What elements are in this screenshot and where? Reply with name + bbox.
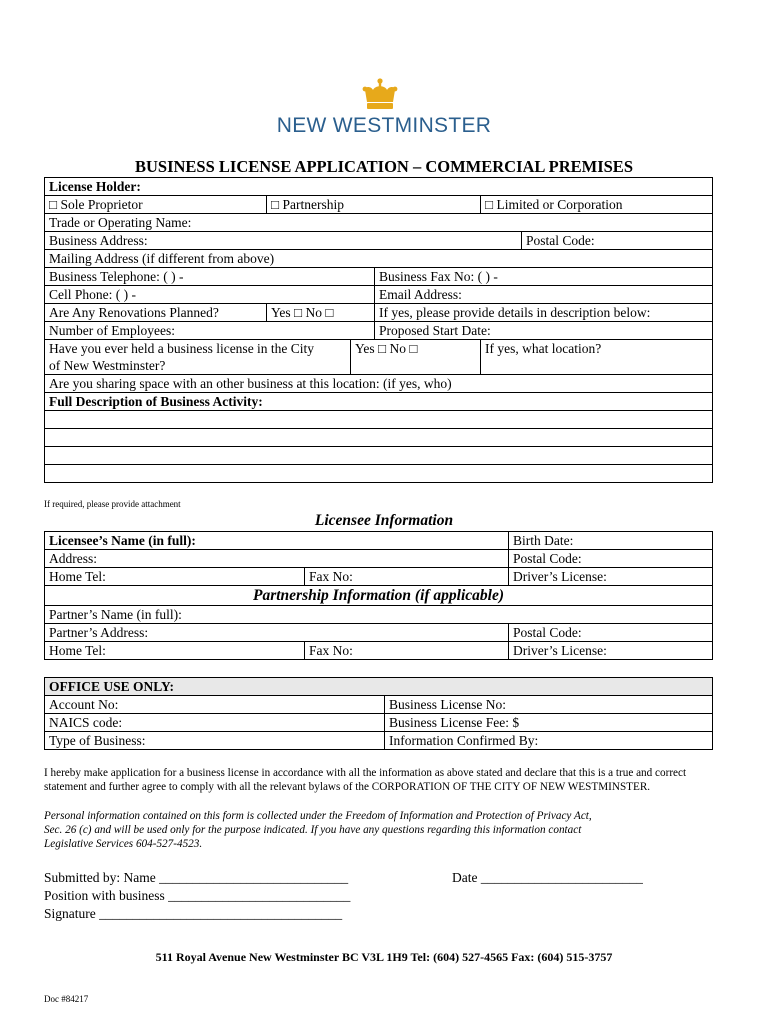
license-holder-label: License Holder: (45, 178, 713, 196)
description-line-4[interactable] (45, 465, 713, 483)
partner-postal-field[interactable]: Postal Code: (509, 624, 713, 642)
business-type-field: Type of Business: (45, 732, 385, 750)
submitted-by-field[interactable]: Submitted by: Name ____________________________ (44, 870, 349, 885)
licensee-section-title: Licensee Information (314, 512, 454, 529)
sharing-space-field[interactable]: Are you sharing space with an other business at this location: (if yes, who) (45, 375, 713, 393)
start-date-field[interactable]: Proposed Start Date: (375, 322, 713, 340)
partner-name-field[interactable]: Partner’s Name (in full): (45, 606, 713, 624)
held-license-question: Have you ever held a business license in the City of New Westminster? (45, 340, 351, 375)
main-form-table (44, 177, 713, 483)
account-no-field: Account No: (45, 696, 385, 714)
licensee-name-field[interactable]: Licensee’s Name (in full): (45, 532, 509, 550)
email-field[interactable]: Email Address: (375, 286, 713, 304)
sole-proprietor-checkbox[interactable]: □ Sole Proprietor (45, 196, 267, 214)
office-use-title: OFFICE USE ONLY: (45, 678, 713, 696)
postal-code-field[interactable]: Postal Code: (522, 232, 713, 250)
partnership-section-title: Partnership Information (if applicable) (45, 586, 713, 606)
renovations-details-label: If yes, please provide details in description below: (375, 304, 713, 322)
partner-drivers-field[interactable]: Driver’s License: (509, 642, 713, 660)
licensee-table (44, 531, 713, 660)
confirmed-by-field: Information Confirmed By: (385, 732, 713, 750)
cell-phone-field[interactable]: Cell Phone: ( ) - (45, 286, 375, 304)
licensee-fax-field[interactable]: Fax No: (305, 568, 509, 586)
description-label: Full Description of Business Activity: (45, 393, 713, 411)
attachment-note: If required, please provide attachment (44, 499, 181, 509)
licensee-home-tel-field[interactable]: Home Tel: (45, 568, 305, 586)
form-title: BUSINESS LICENSE APPLICATION – COMMERCIAL PREMISES (134, 157, 633, 176)
limited-corporation-checkbox[interactable]: □ Limited or Corporation (481, 196, 713, 214)
partnership-checkbox[interactable]: □ Partnership (267, 196, 481, 214)
birth-date-field[interactable]: Birth Date: (509, 532, 713, 550)
crown-logo-icon (361, 78, 399, 112)
doc-number: Doc #84217 (44, 994, 89, 1004)
office-use-table (44, 677, 713, 750)
date-field[interactable]: Date ________________________ (452, 870, 643, 885)
renovations-yes-no[interactable]: Yes □ No □ (267, 304, 375, 322)
license-fee-field: Business License Fee: $ (385, 714, 713, 732)
licensee-address-field[interactable]: Address: (45, 550, 509, 568)
business-address-field[interactable]: Business Address: (45, 232, 522, 250)
logo-text: NEW WESTMINSTER (276, 114, 492, 137)
employees-field[interactable]: Number of Employees: (45, 322, 375, 340)
privacy-notice: Personal information contained on this form is collected under the Freedom of Information and Protection of Privacy Act, Sec. 26 (c) and will be used only for the purpose indicated. If you have any questions regarding this information contact Legislative Services 604-527-4523. (44, 810, 592, 851)
description-line-1[interactable] (45, 411, 713, 429)
signature-field[interactable]: Signature ____________________________________ (44, 906, 343, 921)
business-telephone-field[interactable]: Business Telephone: ( ) - (45, 268, 375, 286)
trade-name-field[interactable]: Trade or Operating Name: (45, 214, 713, 232)
position-field[interactable]: Position with business ___________________________ (44, 888, 351, 903)
footer-address: 511 Royal Avenue New Westminster BC V3L 1H9 Tel: (604) 527-4565 Fax: (604) 515-3757 (155, 950, 613, 964)
description-line-2[interactable] (45, 429, 713, 447)
renovations-label: Are Any Renovations Planned? (45, 304, 267, 322)
naics-field: NAICS code: (45, 714, 385, 732)
description-line-3[interactable] (45, 447, 713, 465)
held-license-yes-no[interactable]: Yes □ No □ (351, 340, 481, 375)
mailing-address-field[interactable]: Mailing Address (if different from above) (45, 250, 713, 268)
partner-address-field[interactable]: Partner’s Address: (45, 624, 509, 642)
license-no-field: Business License No: (385, 696, 713, 714)
licensee-postal-field[interactable]: Postal Code: (509, 550, 713, 568)
partner-home-tel-field[interactable]: Home Tel: (45, 642, 305, 660)
what-location-field[interactable]: If yes, what location? (481, 340, 713, 375)
partner-fax-field[interactable]: Fax No: (305, 642, 509, 660)
declaration-text: I hereby make application for a business license in accordance with all the information as above stated and declare that this is a true and correct statement and further agree to comply with all the relevant bylaws of the CORPORATION OF THE CITY OF NEW WESTMINSTER. (44, 767, 687, 794)
licensee-drivers-field[interactable]: Driver’s License: (509, 568, 713, 586)
business-fax-field[interactable]: Business Fax No: ( ) - (375, 268, 713, 286)
